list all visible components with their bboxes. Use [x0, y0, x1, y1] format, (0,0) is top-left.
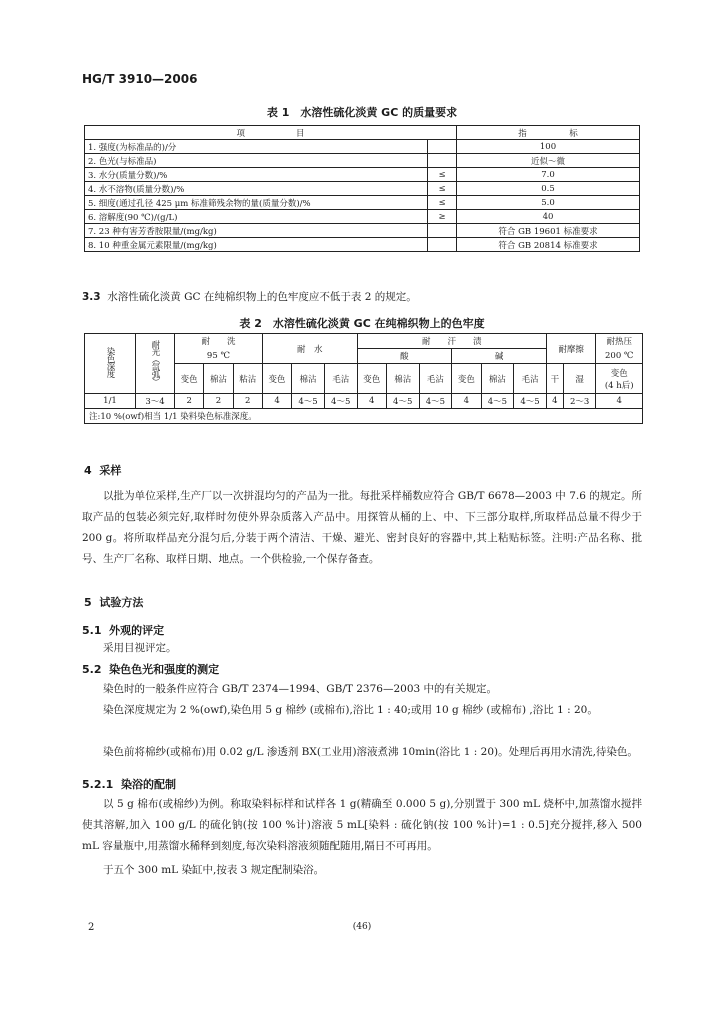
standard-code: HG/T 3910—2006 [82, 72, 198, 86]
original-page-number: (46) [352, 922, 372, 932]
t2-water-head: 耐 水 [262, 334, 357, 364]
t2-depth-head: 染色深度 [85, 334, 136, 394]
t2-hot-temp: 200 ℃ [596, 349, 643, 364]
section-5-2-p1: 染色时的一般条件应符合 GB/T 2374—1994、GB/T 2376—2003 中的有关规定。 [103, 683, 498, 695]
section-5-2-p3: 染色前将棉纱(或棉布)用 0.02 g/L 渗透剂 BX(工业用)溶液煮沸 10min(浴比 1 : 20)。处理后再用水清洗,待染色。 [103, 746, 638, 758]
table-row: 5. 细度(通过孔径 425 μm 标准筛残余物的量(质量分数)/% ≤ 5.0 [85, 196, 640, 210]
t2-alkali-head: 碱 [452, 349, 547, 364]
t2-acid-head: 酸 [357, 349, 452, 364]
table-row: 7. 23 种有害芳香胺限量/(mg/kg) 符合 GB 19601 标准要求 [85, 224, 640, 238]
table1-head-item: 项 目 [85, 126, 457, 140]
table2-title: 表 2 水溶性硫化淡黄 GC 在纯棉织物上的色牢度 [239, 317, 485, 330]
table-row: 3. 水分(质量分数)/% ≤ 7.0 [85, 168, 640, 182]
table1-head-index: 指 标 [457, 126, 640, 140]
table-row: 2. 色光(与标准品) 近似～微 [85, 154, 640, 168]
section-5-1-heading: 5.1 外观的评定 [82, 624, 165, 637]
section-5-heading: 5 试验方法 [84, 596, 144, 609]
color-fastness-table: 染色深度 耐光（氙弧） 耐 洗 耐 水 耐 汗 渍 耐摩擦 耐热压 95 ℃ 酸 碱 200 ℃ 变色 棉沾 粘沾 变色 棉沾 毛沾 变色 棉沾 毛沾 变色 棉沾 毛沾 干 湿 变色 (4 h后) 1/1 3～4 2 2 2 4 4～5 4～5 4 4～5 4～5 4 4～5 4～5 4 2～3 4 注:10 %(owf)相当 1/1 染料染色标准深度。 [84, 333, 643, 424]
table-row: 4. 水不溶物(质量分数)/% ≤ 0.5 [85, 182, 640, 196]
section-4-heading: 4 采样 [84, 464, 122, 477]
clause-3-3-num: 3.3 [82, 291, 101, 303]
table-row: 6. 溶解度(90 ℃)/(g/L) ≥ 40 [85, 210, 640, 224]
t2-light-head: 耐光（氙弧） [136, 334, 175, 394]
table-row: 1/1 3～4 2 2 2 4 4～5 4～5 4 4～5 4～5 4 4～5 4～5 4 2～3 4 [85, 394, 643, 409]
section-5-2-heading: 5.2 染色色光和强度的测定 [82, 663, 220, 676]
t2-rub-head: 耐摩擦 [546, 334, 596, 364]
table1-title: 表 1 水溶性硫化淡黄 GC 的质量要求 [266, 106, 458, 119]
section-5-2-1-p2: 于五个 300 mL 染缸中,按表 3 规定配制染浴。 [103, 864, 325, 876]
section-5-1-text: 采用目视评定。 [103, 642, 177, 654]
quality-requirements-table [84, 125, 640, 252]
clause-3-3 [82, 287, 642, 308]
section-5-2-1-heading: 5.2.1 染浴的配制 [82, 778, 176, 791]
t2-sweat-head: 耐 汗 渍 [357, 334, 546, 349]
section-5-2-1-p1: 以 5 g 棉布(或棉纱)为例。称取染料标样和试样各 1 g(精确至 0.000 5 g),分别置于 300 mL 烧杯中,加蒸馏水搅拌使其溶解,加入 100 g/L 的硫化钠(按 100 %计)溶液 5 mL[染料 : 硫化钠(按 100 %计)=1 : 0.5]充分搅拌,移入 500 mL 容量瓶中,用蒸馏水稀释到刻度,每次染料溶液须随配随用,隔日不可再用。 [82, 798, 642, 852]
table-row: 1. 强度(为标准品的)/分 100 [85, 140, 640, 154]
clause-3-3-text: 水溶性硫化淡黄 GC 在纯棉织物上的色牢度应不低于表 2 的规定。 [107, 291, 417, 303]
section-5-2-p2: 染色深度规定为 2 %(owf),染色用 5 g 棉纱 (或棉布),浴比 1 : 40;或用 10 g 棉纱 (或棉布) ,浴比 1 : 20。 [103, 704, 598, 716]
t2-wash-temp: 95 ℃ [175, 349, 263, 364]
table-row: 8. 10 种重金属元素限量/(mg/kg) 符合 GB 20814 标准要求 [85, 238, 640, 252]
page-number: 2 [88, 922, 95, 933]
table2-note: 注:10 %(owf)相当 1/1 染料染色标准深度。 [85, 409, 643, 424]
t2-hot-head: 耐热压 [596, 334, 643, 349]
section-4-text: 以批为单位采样,生产厂以一次拼混均匀的产品为一批。每批采样桶数应符合 GB/T 6678—2003 中 7.6 的规定。所取产品的包装必须完好,取样时勿使外界杂质落入产品中。用探管从桶的上、中、下三部分取样,所取样品总量不得少于 200 g。将所取样品充分混匀后,分装于两个清洁、干燥、避光、密封良好的容器中,其上粘贴标签。注明:产品名称、批号、生产厂名称、取样日期、地点。一个供检验,一个保存备查。 [82, 490, 642, 565]
t2-wash-head: 耐 洗 [175, 334, 263, 349]
